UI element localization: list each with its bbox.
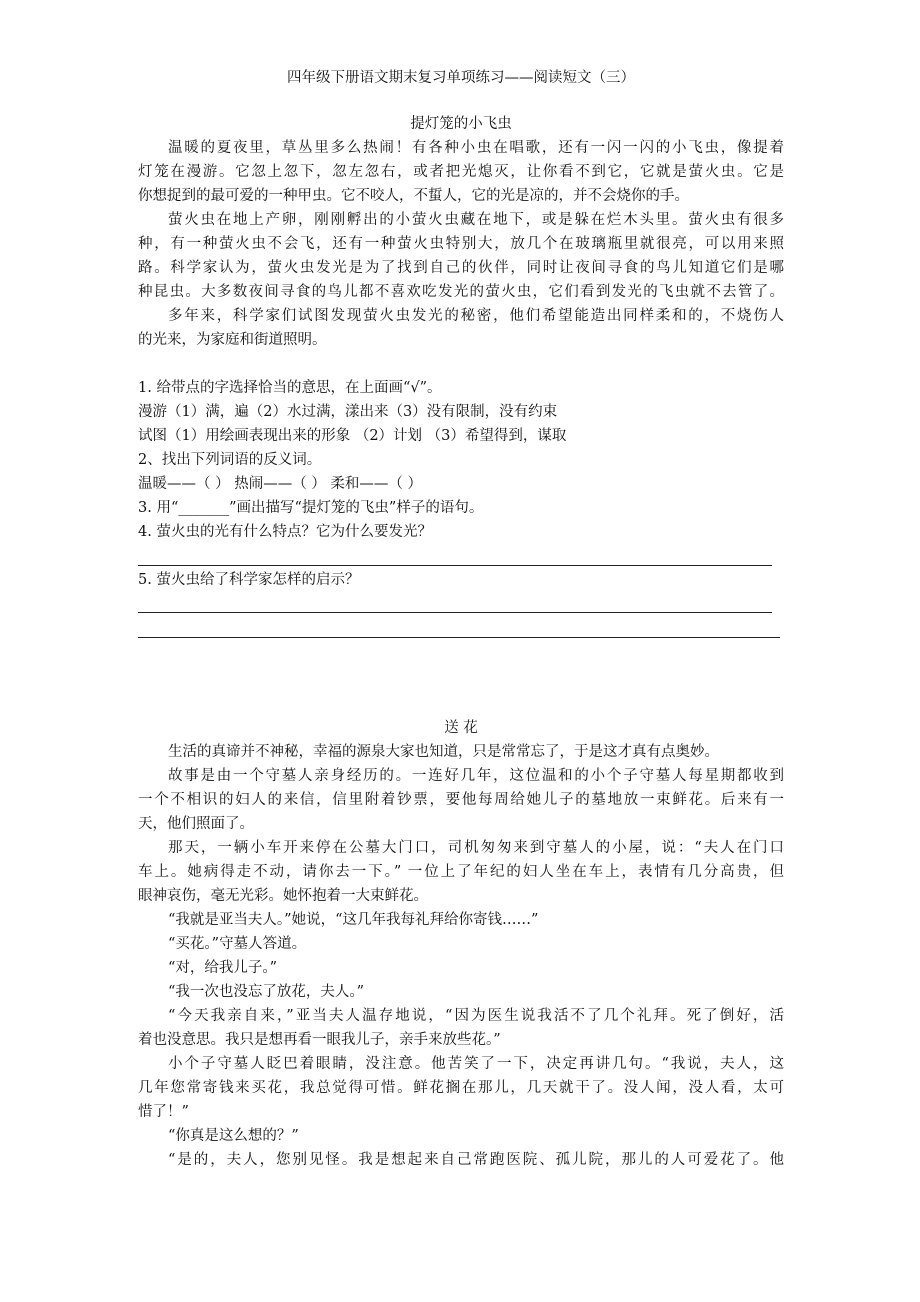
dialogue-line: “今天我亲自来，”亚当夫人温存地说，“因为医生说我活不了几个礼拜。死了倒好，活 (168, 1008, 784, 1024)
question-1-option-b: 试图（1）用绘画表现出来的形象 （2）计划 （3）希望得到，谋取 (138, 428, 567, 444)
question-5: 5. 萤火虫给了科学家怎样的启示？ (138, 572, 360, 588)
dialogue-line: “买花。”守墓人答道。 (168, 936, 307, 952)
paragraph-line: 小个子守墓人眨巴着眼睛，没注意。他苦笑了一下，决定再讲几句。“我说，夫人，这 (168, 1056, 784, 1072)
question-2-blanks: 温暖——（ ） 热闹——（ ） 柔和——（ ） (138, 476, 423, 492)
question-1: 1. 给带点的字选择恰当的意思，在上面画“√”。 (138, 380, 442, 396)
paragraph-line: 那天，一辆小车开来停在公墓大门口，司机匆匆来到守墓人的小屋，说：“夫人在门口 (168, 840, 784, 856)
paragraph-line: 天，他们照面了。 (138, 816, 254, 832)
paragraph-line: 惜了！” (138, 1104, 189, 1120)
answer-line[interactable] (138, 612, 772, 613)
dialogue-line: “我一次也没忘了放花，夫人。” (168, 984, 365, 1000)
paragraph-line: 萤火虫在地上产卵，刚刚孵出的小萤火虫藏在地下，或是躲在烂木头里。萤火虫有很多 (168, 212, 784, 228)
paragraph-line: 多年来，科学家们试图发现萤火虫发光的秘密，他们希望能造出同样柔和的，不烧伤人 (168, 308, 784, 324)
page-title: 四年级下册语文期末复习单项练习——阅读短文（三） (287, 70, 635, 86)
dialogue-line: 着也没意思。我只是想再看一眼我儿子，亲手来放些花。” (138, 1032, 501, 1048)
paragraph-line: 车上。她病得走不动，请你去一下。” 一位上了年纪的妇人坐在车上，表情有几分高贵，但 (138, 864, 784, 880)
dialogue-line: “你真是这么想的？” (168, 1128, 299, 1144)
paragraph-line: 路。科学家认为，萤火虫发光是为了找到自己的伙伴，同时让夜间寻食的鸟儿知道它们是哪 (138, 260, 784, 276)
paragraph-line: 你想捉到的最可爱的一种甲虫。它不咬人，不蜇人，它的光是凉的，并不会烧你的手。 (138, 188, 689, 204)
paragraph-line: 一个不相识的妇人的来信，信里附着钞票，要他每周给她儿子的墓地放一束鲜花。后来有一 (138, 792, 784, 808)
question-3: 3. 用“_______”画出描写“提灯笼的飞虫”样子的语句。 (138, 500, 484, 516)
question-2: 2、找出下列词语的反义词。 (138, 452, 322, 468)
paragraph-line: 种，有一种萤火虫不会飞，还有一种萤火虫特别大，放几个在玻璃瓶里就很亮，可以用来照 (138, 236, 784, 252)
paragraph-line: 的光来，为家庭和街道照明。 (138, 332, 327, 348)
paragraph-line: 眼神哀伤，毫无光彩。她怀抱着一大束鲜花。 (138, 888, 428, 904)
passage-title: 送 花 (444, 720, 478, 736)
question-1-option-a: 漫游（1）满，遍（2）水过满，漾出来（3）没有限制，没有约束 (138, 404, 558, 420)
paragraph-line: 温暖的夏夜里，草丛里多么热闹！有各种小虫在唱歌，还有一闪一闪的小飞虫，像提着 (168, 140, 784, 156)
passage-title: 提灯笼的小飞虫 (410, 116, 512, 132)
question-4: 4. 萤火虫的光有什么特点？它为什么要发光？ (138, 524, 432, 540)
paragraph-line: 生活的真谛并不神秘，幸福的源泉大家也知道，只是常常忘了，于是这才真有点奥妙。 (168, 744, 719, 760)
answer-line[interactable] (138, 565, 772, 566)
paragraph-line: 种昆虫。大多数夜间寻食的鸟儿都不喜欢吃发光的萤火虫，它们看到发光的飞虫就不去管了。 (138, 284, 784, 300)
dialogue-line: “我就是亚当夫人。”她说，“这几年我每礼拜给你寄钱……” (168, 912, 539, 928)
paragraph-line: 灯笼在漫游。它忽上忽下，忽左忽右，或者把光熄灭，让你看不到它，它就是萤火虫。它是 (138, 164, 784, 180)
answer-line[interactable] (138, 637, 780, 638)
paragraph-line: 几年您常寄钱来买花，我总觉得可惜。鲜花搁在那儿，几天就干了。没人闻，没人看，太可 (138, 1080, 784, 1096)
dialogue-line: “是的，夫人，您别见怪。我是想起来自己常跑医院、孤儿院，那儿的人可爱花了。他 (168, 1152, 784, 1168)
dialogue-line: “对，给我儿子。” (168, 960, 278, 976)
paragraph-line: 故事是由一个守墓人亲身经历的。一连好几年，这位温和的小个子守墓人每星期都收到 (168, 768, 784, 784)
